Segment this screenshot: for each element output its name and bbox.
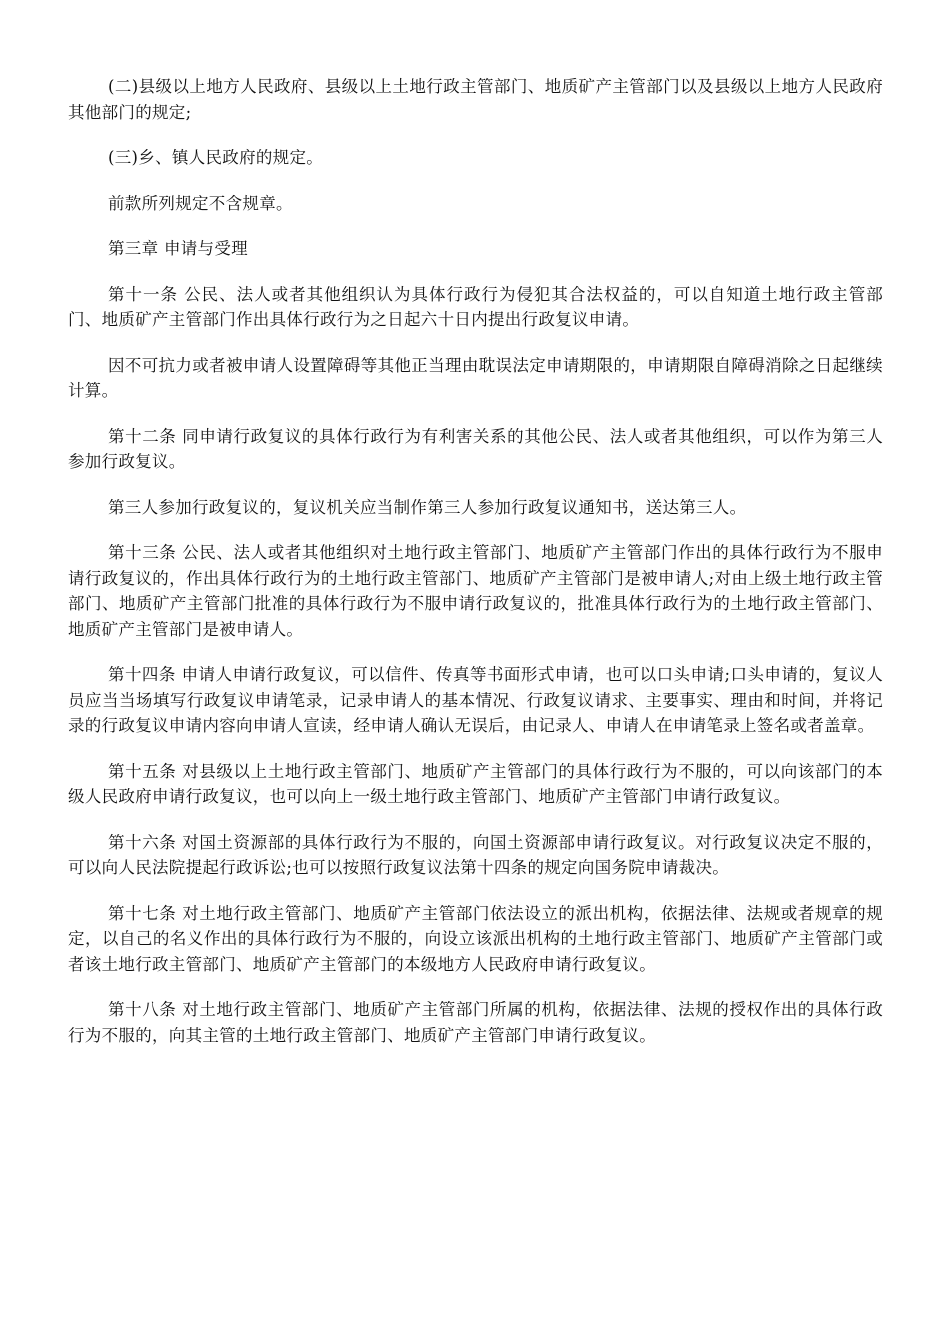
article-16: 第十六条 对国土资源部的具体行政行为不服的，向国土资源部申请行政复议。对行政复议决定不服的，可以向人民法院提起行政诉讼;也可以按照行政复议法第十四条的规定向国务院申请裁决。 bbox=[68, 832, 883, 877]
document-page bbox=[68, 74, 883, 1068]
paragraph-note: 前款所列规定不含规章。 bbox=[108, 193, 293, 213]
article-14: 第十四条 申请人申请行政复议，可以信件、传真等书面形式申请，也可以口头申请;口头申请的，复议人员应当当场填写行政复议申请笔录，记录申请人的基本情况、行政复议请求、主要事实、理由和时间，并将记录的行政复议申请内容向申请人宣读，经申请人确认无误后，由记录人、申请人在申请笔录上签名或者盖章。 bbox=[68, 665, 883, 735]
paragraph-item-3: (三)乡、镇人民政府的规定。 bbox=[108, 148, 324, 167]
chapter-heading: 第三章 申请与受理 bbox=[108, 239, 248, 258]
paragraph-item-2: (二)县级以上地方人民政府、县级以上土地行政主管部门、地质矿产主管部门以及县级以上地方人民政府其他部门的规定; bbox=[68, 77, 883, 122]
article-12: 第十二条 同申请行政复议的具体行政行为有利害关系的其他公民、法人或者其他组织，可以作为第三人参加行政复议。 bbox=[68, 426, 883, 471]
article-12-paragraph-2: 第三人参加行政复议的，复议机关应当制作第三人参加行政复议通知书，送达第三人。 bbox=[108, 497, 747, 517]
article-13: 第十三条 公民、法人或者其他组织对土地行政主管部门、地质矿产主管部门作出的具体行政行为不服申请行政复议的，作出具体行政行为的土地行政主管部门、地质矿产主管部门是被申请人;对由上级土地行政主管部门、地质矿产主管部门批准的具体行政行为不服申请行政复议的，批准具体行政行为的土地行政主管部门、地质矿产主管部门是被申请人。 bbox=[68, 543, 883, 639]
article-11: 第十一条 公民、法人或者其他组织认为具体行政行为侵犯其合法权益的，可以自知道土地行政主管部门、地质矿产主管部门作出具体行政行为之日起六十日内提出行政复议申请。 bbox=[68, 284, 883, 329]
article-17: 第十七条 对土地行政主管部门、地质矿产主管部门依法设立的派出机构，依据法律、法规或者规章的规定，以自己的名义作出的具体行政行为不服的，向设立该派出机构的土地行政主管部门、地质矿产主管部门或者该土地行政主管部门、地质矿产主管部门的本级地方人民政府申请行政复议。 bbox=[68, 903, 883, 974]
article-18: 第十八条 对土地行政主管部门、地质矿产主管部门所属的机构，依据法律、法规的授权作出的具体行政行为不服的，向其主管的土地行政主管部门、地质矿产主管部门申请行政复议。 bbox=[68, 1000, 883, 1045]
article-15: 第十五条 对县级以上土地行政主管部门、地质矿产主管部门的具体行政行为不服的，可以向该部门的本级人民政府申请行政复议，也可以向上一级土地行政主管部门、地质矿产主管部门申请行政复议。 bbox=[68, 761, 883, 806]
article-11-paragraph-2: 因不可抗力或者被申请人设置障碍等其他正当理由耽误法定申请期限的，申请期限自障碍消除之日起继续计算。 bbox=[68, 355, 883, 400]
